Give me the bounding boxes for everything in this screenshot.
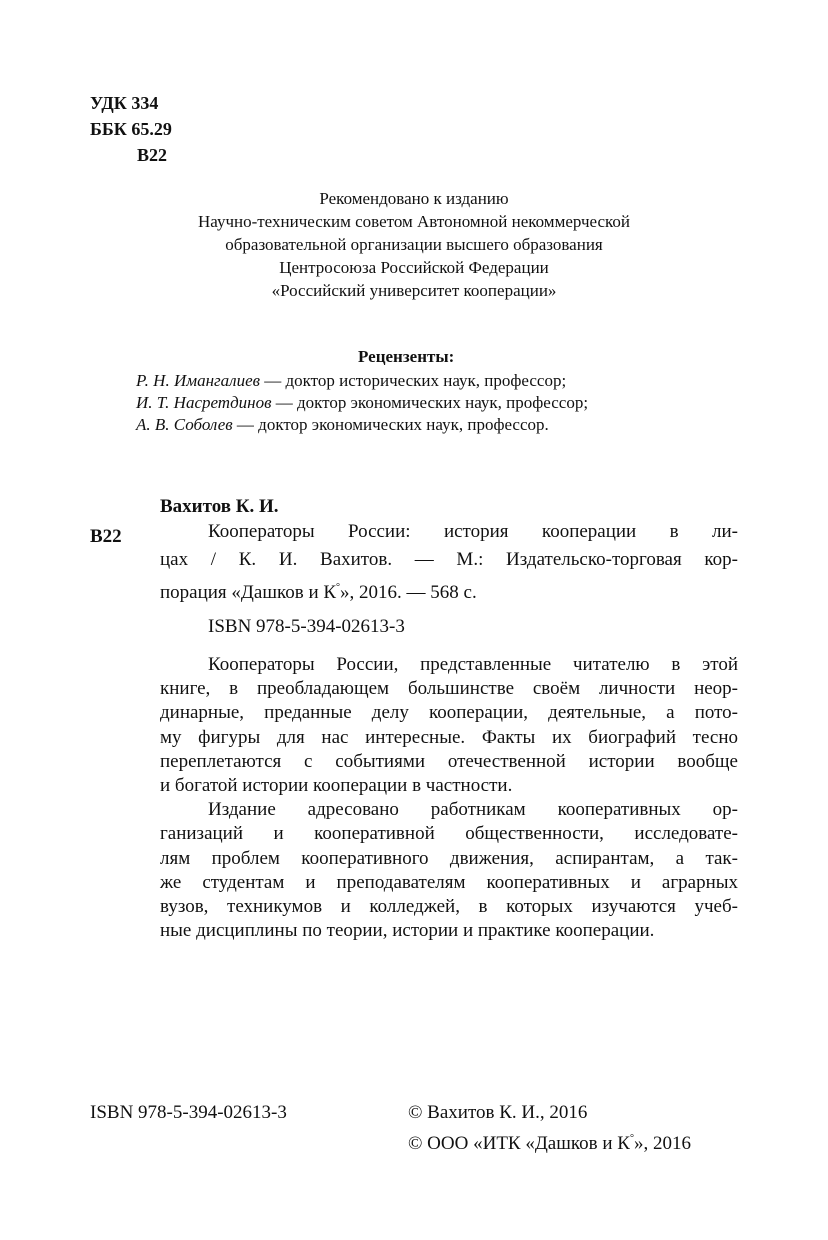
reviewer-name: Р. Н. Имангалиев [136, 371, 260, 390]
annotation [160, 653, 738, 943]
annotation-line: ные дисциплины по теории, истории и практике кооперации. [160, 920, 655, 942]
annotation-line: вузов, техникумов и колледжей, в которых изучаются учеб- [160, 896, 738, 918]
reviewer-name: А. В. Соболев [136, 415, 233, 434]
author-sign: В22 [137, 145, 168, 165]
bbk-code: ББК 65.29 [90, 119, 172, 139]
annotation-line: Издание адресовано работникам кооперативных ор- [208, 799, 738, 821]
entry-author: Вахитов К. И. [160, 496, 279, 517]
reviewer-item [136, 392, 588, 414]
reviewer-item [136, 414, 588, 436]
biblio-line [160, 574, 738, 607]
recommendation-line: образовательной организации высшего образования [225, 235, 603, 254]
recommendation-line: Центросоюза Российской Федерации [279, 258, 549, 277]
annotation-line: книге, в преобладающем большинстве своём личности неор- [160, 678, 738, 700]
copyright-publisher [408, 1126, 691, 1157]
entry-isbn: ISBN 978-5-394-02613-3 [208, 616, 405, 637]
copyright-author: © Вахитов К. И., 2016 [408, 1102, 588, 1123]
classification-codes [90, 90, 172, 168]
annotation-line: му фигуры для нас интересные. Факты их биографий тесно [160, 726, 738, 748]
footer-isbn: ISBN 978-5-394-02613-3 [90, 1102, 287, 1123]
annotation-line: Кооператоры России, представленные читателю в этой [208, 654, 738, 675]
recommendation-line: Рекомендовано к изданию [319, 189, 509, 208]
reviewer-desc: — доктор экономических наук, профессор; [271, 393, 589, 412]
annotation-line: же студентам и преподавателям кооперативных и аграрных [160, 871, 738, 893]
biblio-text: порация «Дашков и К [160, 582, 337, 603]
recommendation-line: «Российский университет кооперации» [271, 281, 557, 300]
reviewer-name: И. Т. Насретдинов [136, 393, 272, 412]
reviewers-block [136, 346, 588, 436]
reviewers-title: Рецензенты: [358, 347, 455, 366]
annotation-line: динарные, преданные делу кооперации, деятельные, а пото- [160, 702, 738, 724]
copyright-text: © ООО «ИТК «Дашков и К [408, 1133, 630, 1154]
reviewer-desc: — доктор экономических наук, профессор. [232, 415, 549, 434]
udk-code: УДК 334 [90, 93, 159, 113]
copyright-block [408, 1100, 691, 1157]
recommendation-line: Научно-техническим советом Автономной некоммерческой [197, 212, 631, 231]
biblio-line: цах / К. И. Вахитов. — М.: Издательско-торговая кор- [160, 549, 738, 570]
copyright-text: », 2016 [633, 1133, 691, 1154]
reviewer-desc: — доктор исторических наук, профессор; [260, 371, 567, 390]
bibliographic-description [160, 518, 738, 607]
reviewer-item [136, 370, 588, 392]
annotation-line: переплетаются с событиями отечественной истории вообще [160, 750, 738, 772]
degree-mark: ° [336, 582, 341, 593]
entry-code: В22 [90, 526, 122, 547]
biblio-text: », 2016. — 568 с. [340, 582, 477, 603]
annotation-line: и богатой истории кооперации в частности. [160, 775, 513, 797]
annotation-line: ганизаций и кооперативной общественности, исследовате- [160, 823, 738, 845]
annotation-line: лям проблем кооперативного движения, аспирантам, а так- [160, 847, 738, 869]
biblio-line: Кооператоры России: история кооперации в ли- [208, 521, 738, 542]
degree-mark: ° [629, 1133, 634, 1144]
recommendation-block [90, 187, 738, 302]
